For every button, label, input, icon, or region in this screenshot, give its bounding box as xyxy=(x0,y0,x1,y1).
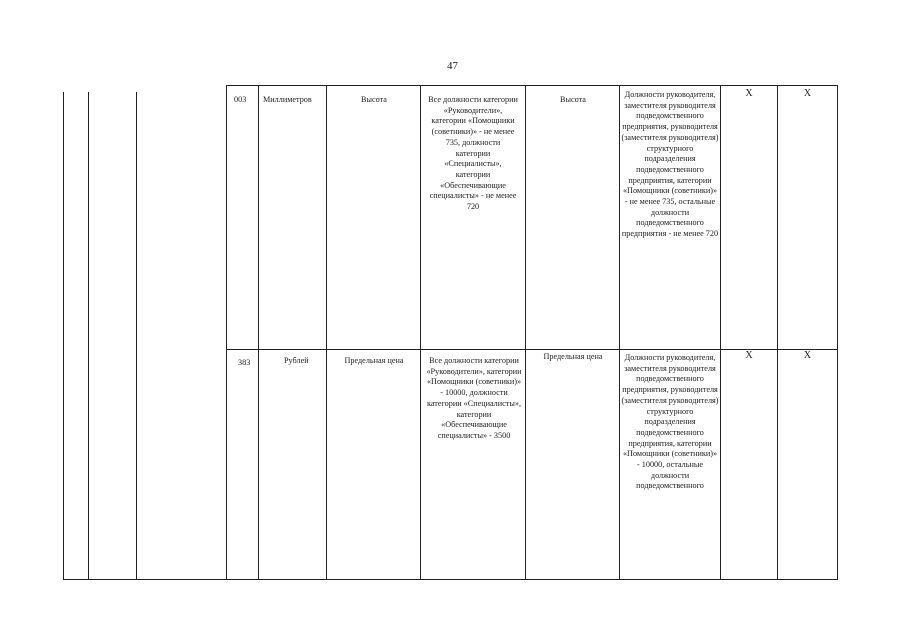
row1-value-all: Все должности категории «Руководители», категории «Помощники (советники)» - не менее 735, должности категории «Специалисты», категории «Обеспечивающие специалисты» - не менее 720 xyxy=(428,95,518,212)
row1-mark-1: X xyxy=(745,88,753,99)
row2-characteristic: Предельная цена xyxy=(344,356,404,365)
row2-value-all: Все должности категории «Руководители», категории «Помощники (советники)» - 10000, должности категории «Специалисты», категории «Обеспечивающие специалисты» - 3500 xyxy=(426,356,522,440)
table-border xyxy=(420,85,421,580)
table-border xyxy=(258,85,259,580)
row1-code: 003 xyxy=(234,95,247,104)
row1-characteristic: Высота xyxy=(361,95,387,104)
page-number: 47 xyxy=(447,60,458,72)
table-border xyxy=(88,92,89,580)
table-border xyxy=(63,92,64,580)
table-border xyxy=(136,92,137,580)
row1-value-specific: Должности руководителя, заместителя руководителя подведомственного предприятия, руководителя (заместителя руководителя) структурного подразделения подведомственного предприятия, категории «Помощники (советники)» - не менее 735, остальные должности подведомственного предприятия - не менее 720 xyxy=(621,90,719,239)
table-border xyxy=(226,85,838,86)
row1-mark-2: X xyxy=(803,88,812,99)
row2-characteristic-2: Предельная цена xyxy=(543,352,603,361)
table-border xyxy=(619,85,620,580)
row2-mark-2: X xyxy=(803,350,812,361)
row2-value-specific: Должности руководителя, заместителя руководителя подведомственного предприятия, руководителя (заместителя руководителя) структурного подразделения подведомственного предприятия, категории «Помощники (советники)» - 10000, остальные должности подведомственного xyxy=(621,353,719,491)
table-border xyxy=(326,85,327,580)
row2-mark-1: X xyxy=(745,350,753,361)
row2-code: 383 xyxy=(238,358,251,367)
row1-unit: Миллиметров xyxy=(263,95,312,104)
table-border xyxy=(226,85,227,580)
table-border xyxy=(720,85,721,580)
table-border xyxy=(777,85,778,580)
table-border xyxy=(837,85,838,580)
table-border xyxy=(525,85,526,580)
row1-characteristic-2: Высота xyxy=(560,95,586,104)
table-border xyxy=(63,579,838,580)
row2-unit: Рублей xyxy=(284,356,309,365)
